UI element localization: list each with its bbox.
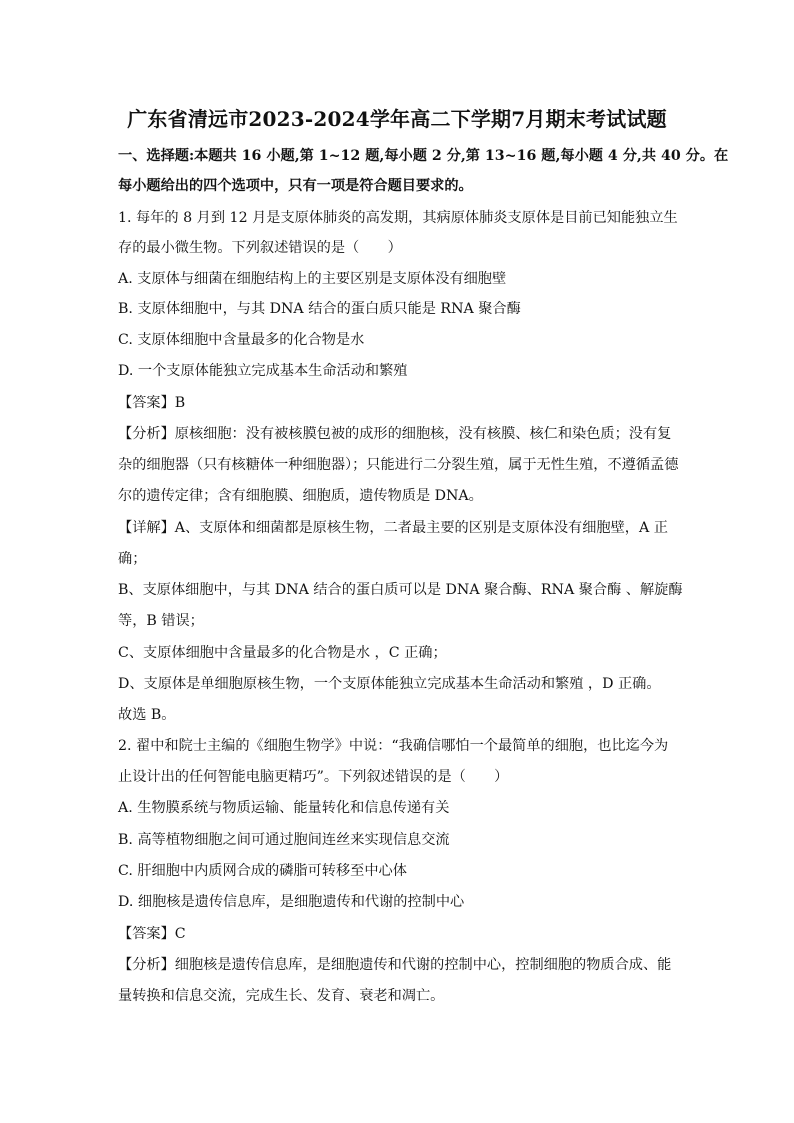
q1-stem-line-1: 1. 每年的 8 月到 12 月是支原体肺炎的高发期，其病原体肺炎支原体是目前已知能独立生: [118, 210, 678, 226]
q1-option-c: C. 支原体细胞中含量最多的化合物是水: [118, 332, 365, 348]
section-heading-line-1: 一、选择题:本题共 16 小题,第 1~12 题,每小题 2 分,第 13~16 题,每小题 4 分,共 40 分。在: [118, 148, 729, 164]
q1-option-d: D. 一个支原体能独立完成基本生命活动和繁殖: [118, 363, 408, 379]
section-heading-line-2: 每小题给出的四个选项中，只有一项是符合题目要求的。: [118, 178, 473, 194]
q1-detail-line-7: 故选 B。: [118, 707, 176, 723]
q2-stem-line-1: 2. 翟中和院士主编的《细胞生物学》中说：“我确信哪怕一个最简单的细胞，也比迄今为: [118, 738, 669, 754]
q2-option-d: D. 细胞核是遗传信息库，是细胞遗传和代谢的控制中心: [118, 894, 465, 910]
q1-detail-line-4: 等，B 错误；: [118, 613, 204, 629]
q2-option-c: C. 肝细胞中内质网合成的磷脂可转移至中心体: [118, 863, 407, 879]
q2-analysis-line-2: 量转换和信息交流，完成生长、发育、衰老和凋亡。: [118, 988, 445, 1004]
q1-answer: 【答案】B: [118, 395, 186, 411]
document-title: 广东省清远市2023-2024学年高二下学期7月期末考试试题: [127, 107, 667, 131]
q2-answer: 【答案】C: [118, 926, 186, 942]
q1-option-a: A. 支原体与细菌在细胞结构上的主要区别是支原体没有细胞壁: [118, 271, 507, 287]
q1-analysis-line-3: 尔的遗传定律；含有细胞膜、细胞质，遗传物质是 DNA。: [118, 488, 483, 504]
q1-analysis-line-2: 杂的细胞器（只有核糖体一种细胞器）；只能进行二分裂生殖，属于无性生殖，不遵循孟德: [118, 457, 679, 473]
q2-option-a: A. 生物膜系统与物质运输、能量转化和信息传递有关: [118, 800, 450, 816]
q2-option-b: B. 高等植物细胞之间可通过胞间连丝来实现信息交流: [118, 832, 450, 848]
q2-analysis-line-1: 【分析】细胞核是遗传信息库，是细胞遗传和代谢的控制中心，控制细胞的物质合成、能: [118, 957, 672, 973]
q1-detail-line-1: 【详解】A、支原体和细菌都是原核生物，二者最主要的区别是支原体没有细胞壁，A 正: [118, 520, 668, 536]
q1-analysis-line-1: 【分析】原核细胞：没有被核膜包被的成形的细胞核，没有核膜、核仁和染色质；没有复: [118, 426, 672, 442]
q1-detail-line-6: D、支原体是单细胞原核生物，一个支原体能独立完成基本生命活动和繁殖 ，D 正确。: [118, 676, 661, 692]
q1-detail-line-3: B、支原体细胞中，与其 DNA 结合的蛋白质可以是 DNA 聚合酶、RNA 聚合酶 、解旋酶: [118, 582, 683, 598]
q1-option-b: B. 支原体细胞中，与其 DNA 结合的蛋白质只能是 RNA 聚合酶: [118, 301, 521, 317]
q2-stem-line-2: 止设计出的任何智能电脑更精巧”。下列叙述错误的是（ ）: [118, 769, 509, 785]
q1-stem-line-2: 存的最小微生物。下列叙述错误的是（ ）: [118, 240, 402, 256]
q1-detail-line-5: C、支原体细胞中含量最多的化合物是水 ，C 正确；: [118, 645, 447, 661]
q1-detail-line-2: 确；: [118, 551, 147, 567]
